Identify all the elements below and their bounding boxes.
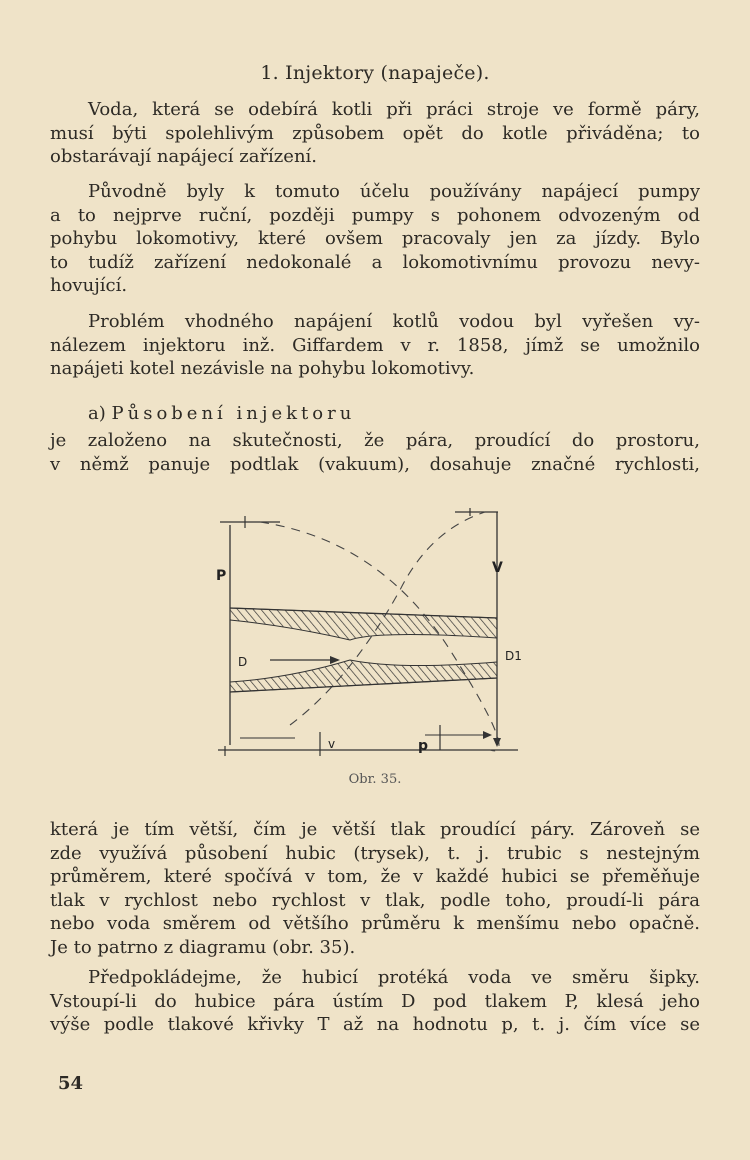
text-line: musí býti spolehlivým způsobem opět do kotle přiváděna; to bbox=[50, 122, 700, 144]
section-heading: 1. Injektory (napaječe). bbox=[260, 62, 490, 84]
injector-diagram bbox=[200, 500, 530, 770]
text-line: která je tím větší, čím je větší tlak proudící páry. Zároveň se bbox=[50, 819, 700, 840]
text-line: Původně byly k tomuto účelu používány napájecí pumpy bbox=[88, 181, 700, 202]
label-p: p bbox=[418, 738, 429, 754]
paragraph-6 bbox=[50, 966, 700, 1037]
paragraph-1 bbox=[50, 98, 700, 169]
paragraph-3 bbox=[50, 310, 700, 381]
label-P: P bbox=[216, 568, 227, 584]
text-line: výše podle tlakové křivky T až na hodnotu p, t. j. čím více se bbox=[50, 1014, 700, 1035]
label-D: D bbox=[238, 655, 248, 669]
subsection-prefix: a) bbox=[88, 403, 106, 424]
text-line: je založeno na skutečnosti, že pára, proudící do prostoru, bbox=[50, 430, 700, 451]
text-line: hovující. bbox=[50, 275, 128, 296]
subsection-heading bbox=[88, 402, 738, 426]
paragraph-2 bbox=[50, 180, 700, 298]
page-number: 54 bbox=[58, 1073, 84, 1094]
text-line: Vstoupí-li do hubice pára ústím D pod tlakem P, klesá jeho bbox=[50, 990, 700, 1012]
paragraph-4 bbox=[50, 429, 700, 476]
text-line: v němž panuje podtlak (vakuum), dosahuje značné rychlosti, bbox=[50, 453, 700, 475]
text-line: Voda, která se odebírá kotli při práci stroje ve formě páry, bbox=[88, 99, 700, 120]
text-line: to tudíž zařízení nedokonalé a lokomotivnímu provozu nevy- bbox=[50, 251, 700, 273]
text-line: Je to patrno z diagramu (obr. 35). bbox=[50, 936, 356, 958]
text-line: nálezem injektoru inž. Giffardem v r. 1858, jímž se umožnilo bbox=[50, 334, 700, 356]
text-line: Problém vhodného napájení kotlů vodou byl vyřešen vy- bbox=[88, 311, 700, 332]
text-line: průměrem, které spočívá v tom, že v každé hubici se přeměňuje bbox=[50, 866, 700, 887]
label-D1: D1 bbox=[505, 649, 522, 663]
text-line: zde využívá působení hubic (trysek), t. j. trubic s nestejným bbox=[50, 842, 700, 864]
text-line: obstarávají napájecí zařízení. bbox=[50, 146, 318, 167]
text-line: nebo voda směrem od většího průměru k menšímu nebo opačně. bbox=[50, 913, 700, 934]
lower-nozzle-wall bbox=[230, 660, 497, 692]
label-v: v bbox=[328, 737, 336, 751]
paragraph-5 bbox=[50, 818, 700, 959]
subsection-title: Působení injektoru bbox=[111, 403, 356, 424]
text-line: a to nejprve ruční, později pumpy s pohonem odvozeným od bbox=[50, 204, 700, 226]
text-line: Předpokládejme, že hubicí protéká voda ve směru šipky. bbox=[88, 967, 700, 988]
text-line: pohybu lokomotivy, které ovšem pracovaly jen za jízdy. Bylo bbox=[50, 228, 700, 249]
label-V: V bbox=[492, 560, 503, 576]
text-line: napájeti kotel nezávisle na pohybu lokomotivy. bbox=[50, 358, 475, 379]
text-line: tlak v rychlost nebo rychlost v tlak, podle toho, proudí-li pára bbox=[50, 889, 700, 911]
figure-caption: Obr. 35. bbox=[348, 772, 402, 787]
